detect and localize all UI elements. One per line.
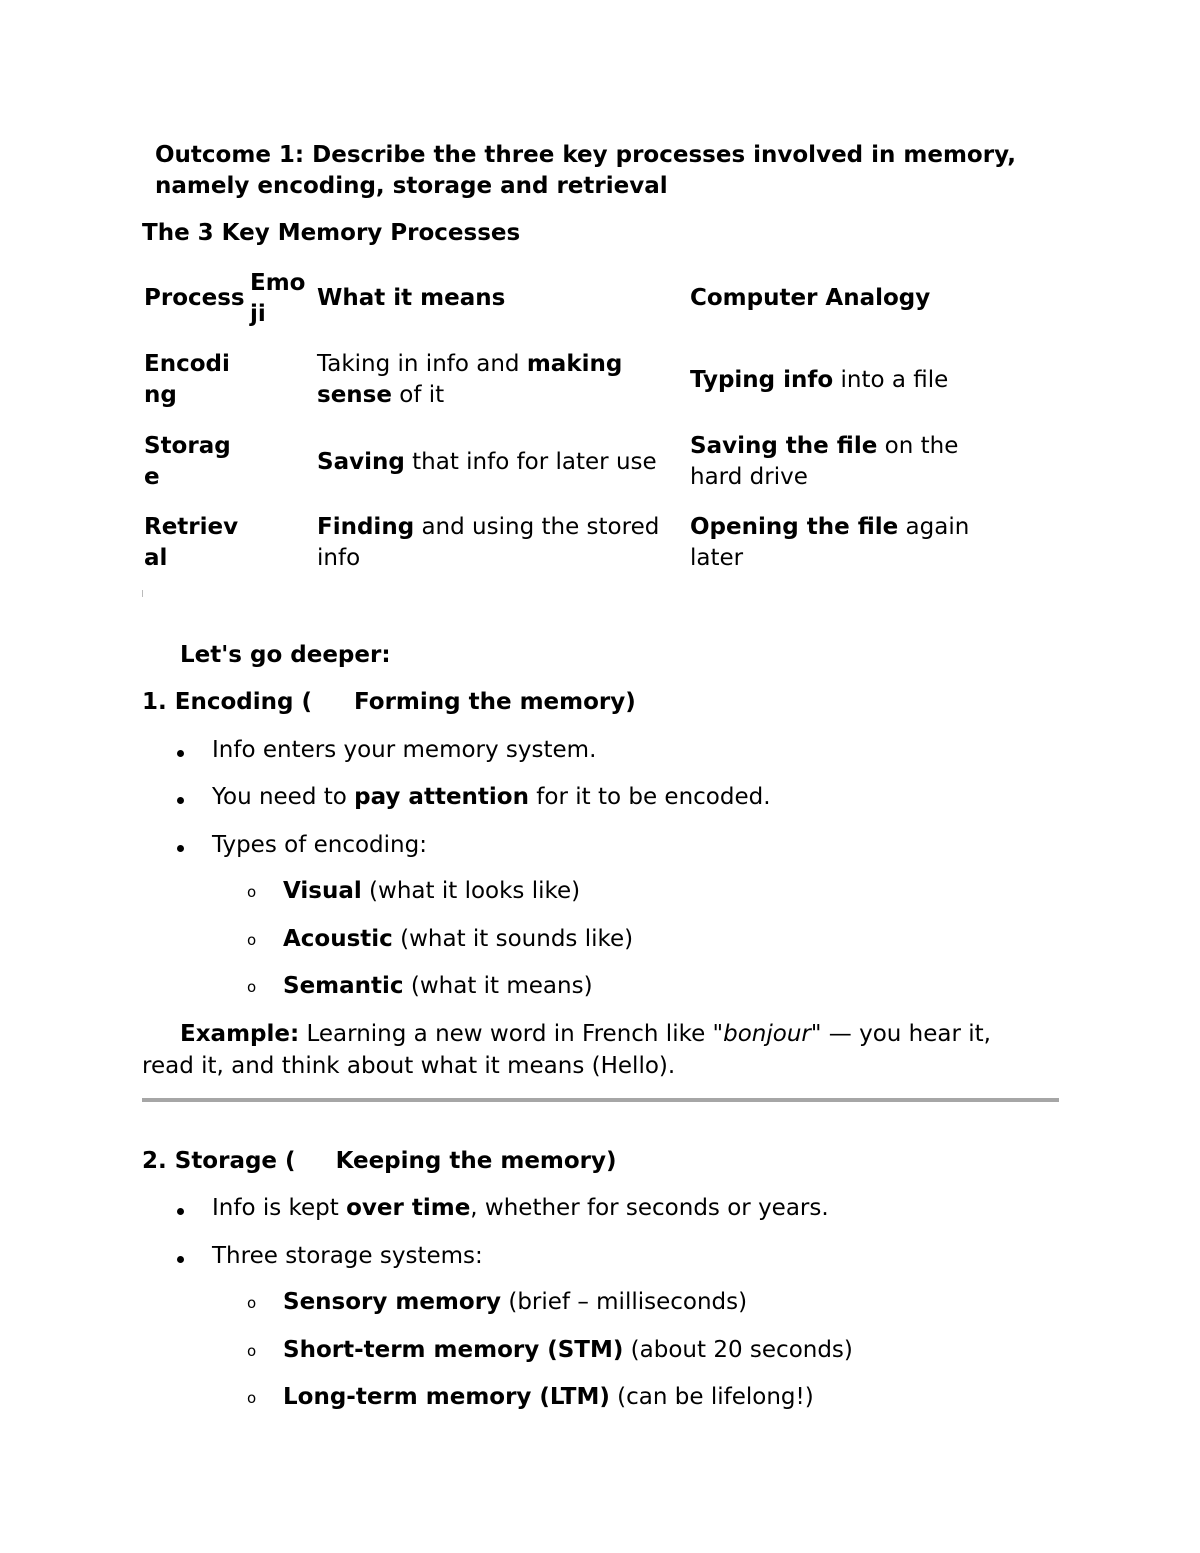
- system-bold: Long-term memory (LTM): [283, 1384, 610, 1410]
- table-end-mark: [142, 590, 143, 597]
- analogy-bold: Opening the file: [690, 514, 899, 540]
- encoding-type-acoustic: [283, 924, 633, 955]
- storage-bullet-1: [212, 1193, 829, 1224]
- example-line-1: [180, 1019, 991, 1050]
- system-text: (about 20 seconds): [623, 1337, 853, 1363]
- encoding-type-semantic: [283, 971, 593, 1002]
- type-bold: Visual: [283, 878, 362, 904]
- header-analogy: Computer Analogy: [690, 285, 931, 311]
- meaning-line-2: info: [317, 545, 361, 571]
- example-word: bonjour: [723, 1021, 811, 1047]
- analogy-text: again: [898, 514, 970, 540]
- deeper-heading: Let's go deeper:: [180, 642, 391, 668]
- storage-heading: [142, 1146, 617, 1177]
- process-line-2: e: [144, 464, 160, 490]
- system-bold: Sensory memory: [283, 1289, 502, 1315]
- sub-bullet-icon: o: [247, 1342, 257, 1360]
- sub-bullet-icon: o: [247, 1294, 257, 1312]
- meaning-text: and using the stored: [414, 514, 660, 540]
- row-storage-meaning: [317, 447, 657, 478]
- row-storage-analogy: [690, 431, 958, 493]
- outcome-heading: [155, 140, 1016, 202]
- bullet-icon: [177, 750, 184, 757]
- example-label: Example:: [180, 1021, 300, 1047]
- bullet-icon: [177, 1256, 184, 1263]
- type-text: (what it looks like): [361, 878, 581, 904]
- process-line-1: Retriev: [144, 514, 239, 540]
- type-bold: Semantic: [283, 973, 404, 999]
- row-encoding-process: [144, 349, 230, 411]
- table-title: The 3 Key Memory Processes: [142, 220, 521, 246]
- header-emoji-line-1: Emo: [250, 270, 306, 296]
- type-text: (what it sounds like): [392, 926, 634, 952]
- sub-bullet-icon: o: [247, 1389, 257, 1407]
- row-retrieval-process: [144, 512, 238, 574]
- process-line-2: ng: [144, 382, 177, 408]
- horizontal-rule: [142, 1098, 1059, 1102]
- encoding-heading-b: Forming the memory): [353, 689, 636, 715]
- process-line-1: Encodi: [144, 351, 230, 377]
- row-encoding-analogy: [690, 365, 948, 396]
- encoding-type-visual: [283, 876, 580, 907]
- encoding-bullet-3: Types of encoding:: [212, 832, 427, 858]
- row-retrieval-analogy: [690, 512, 969, 574]
- bullet-icon: [177, 797, 184, 804]
- meaning-text: Taking in info and: [317, 351, 527, 377]
- example-line-2: read it, and think about what it means (Hello).: [142, 1053, 676, 1079]
- analogy-line-2: hard drive: [690, 464, 808, 490]
- header-emoji-line-2: ji: [250, 301, 266, 327]
- encoding-bullet-1: Info enters your memory system.: [212, 737, 597, 763]
- storage-system-ltm: [283, 1382, 814, 1413]
- header-process: Process: [144, 285, 245, 311]
- header-meaning: What it means: [317, 285, 506, 311]
- analogy-text: on the: [877, 433, 959, 459]
- storage-system-stm: [283, 1335, 853, 1366]
- system-text: (brief – milliseconds): [501, 1289, 748, 1315]
- bullet-bold: over time: [346, 1195, 471, 1221]
- storage-heading-a: 2. Storage (: [142, 1148, 296, 1174]
- bullet-text: You need to: [212, 784, 355, 810]
- bullet-text-end: , whether for seconds or years.: [470, 1195, 829, 1221]
- bullet-bold: pay attention: [354, 784, 529, 810]
- example-text: Learning a new word in French like ": [299, 1021, 724, 1047]
- row-retrieval-meaning: [317, 512, 659, 574]
- encoding-heading-a: 1. Encoding (: [142, 689, 312, 715]
- storage-heading-b: Keeping the memory): [335, 1148, 617, 1174]
- row-storage-process: [144, 431, 231, 493]
- example-text-end: " — you hear it,: [810, 1021, 991, 1047]
- encoding-heading: [142, 687, 636, 718]
- bullet-icon: [177, 1208, 184, 1215]
- outcome-line-1: Outcome 1: Describe the three key processes involved in memory,: [155, 142, 1017, 168]
- meaning-bold: making: [526, 351, 623, 377]
- analogy-line-2: later: [690, 545, 744, 571]
- sub-bullet-icon: o: [247, 978, 257, 996]
- header-emoji: [250, 268, 305, 330]
- bullet-icon: [177, 845, 184, 852]
- encoding-bullet-2: [212, 782, 771, 813]
- meaning-text: that info for later use: [404, 449, 657, 475]
- type-bold: Acoustic: [283, 926, 393, 952]
- meaning-bold: Finding: [317, 514, 415, 540]
- process-line-1: Storag: [144, 433, 231, 459]
- analogy-text: into a file: [833, 367, 949, 393]
- bullet-text: Info is kept: [212, 1195, 347, 1221]
- outcome-line-2: namely encoding, storage and retrieval: [155, 173, 668, 199]
- storage-bullet-2: Three storage systems:: [212, 1243, 483, 1269]
- row-encoding-meaning: [317, 349, 622, 411]
- process-line-2: al: [144, 545, 168, 571]
- meaning-text-2: of it: [391, 382, 445, 408]
- storage-system-sensory: [283, 1287, 747, 1318]
- meaning-bold-2: sense: [317, 382, 392, 408]
- analogy-bold: Typing info: [690, 367, 834, 393]
- system-text: (can be lifelong!): [609, 1384, 814, 1410]
- meaning-bold: Saving: [317, 449, 405, 475]
- system-bold: Short-term memory (STM): [283, 1337, 624, 1363]
- bullet-text-end: for it to be encoded.: [528, 784, 771, 810]
- analogy-bold: Saving the file: [690, 433, 878, 459]
- type-text: (what it means): [403, 973, 593, 999]
- sub-bullet-icon: o: [247, 883, 257, 901]
- sub-bullet-icon: o: [247, 931, 257, 949]
